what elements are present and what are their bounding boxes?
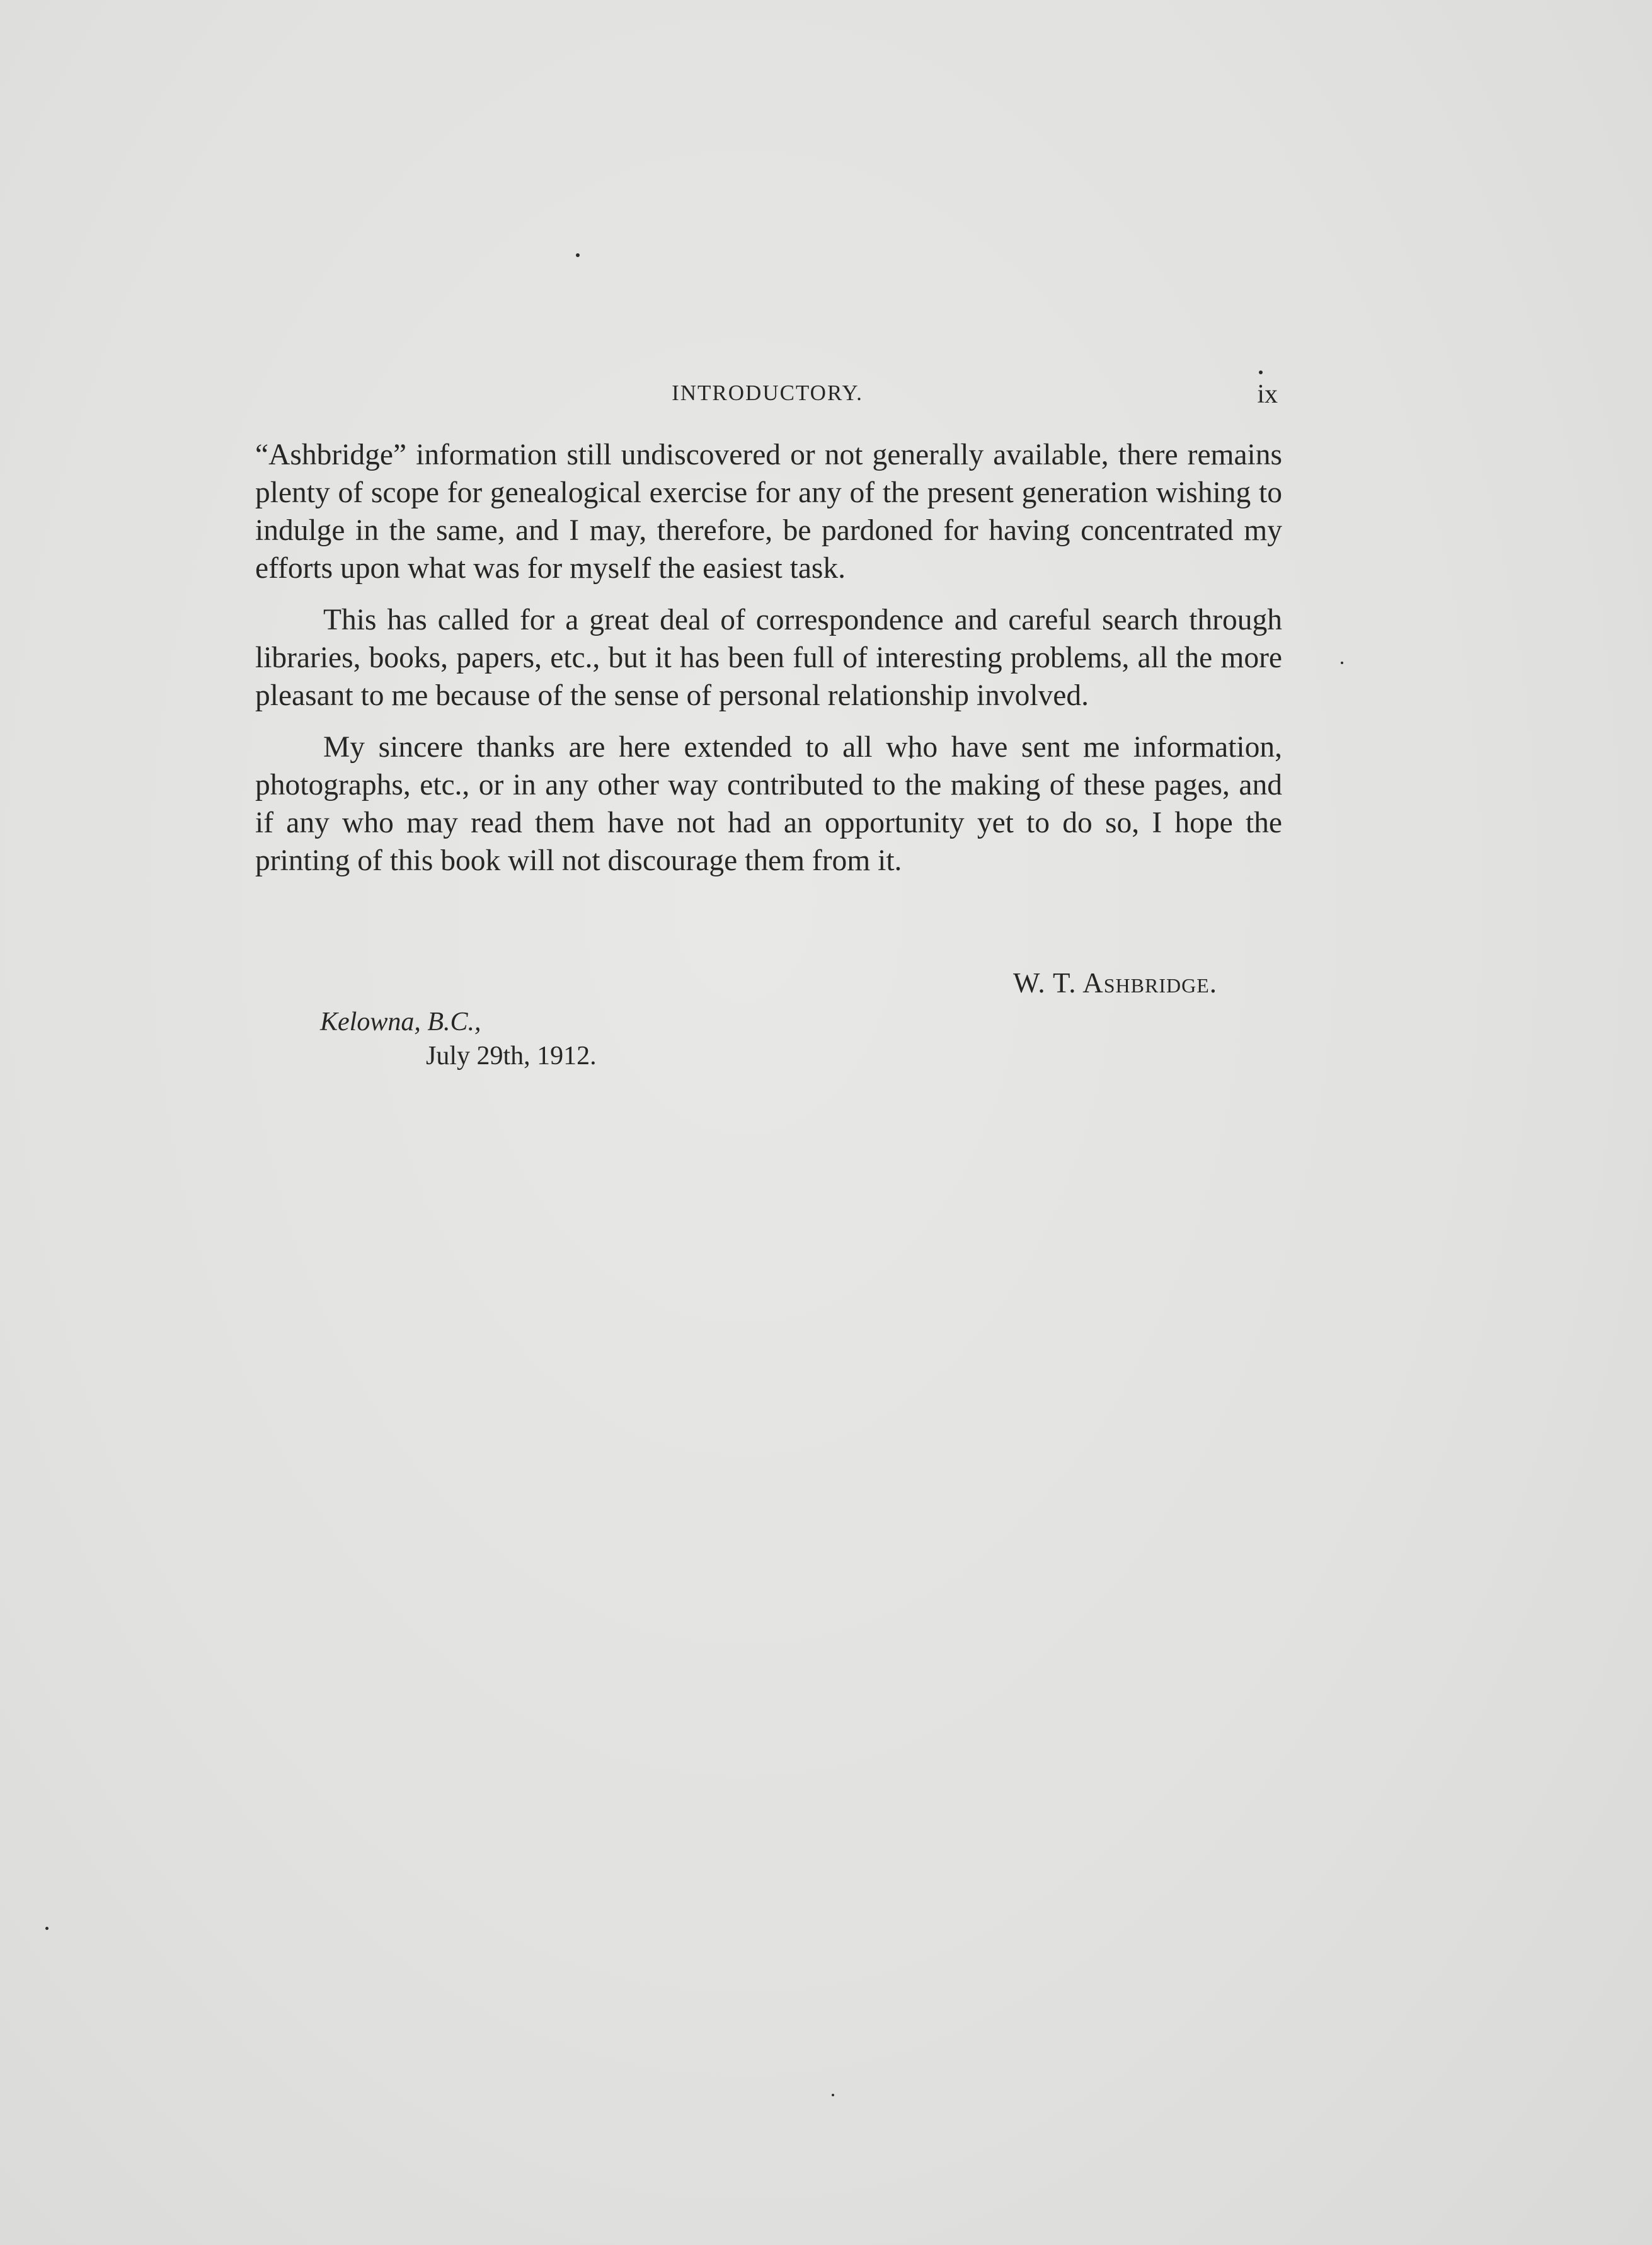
author-signature: W. T. Ashbridge.: [1013, 967, 1217, 999]
ink-speck: [45, 1927, 49, 1930]
place-line: Kelowna, B.C.,: [320, 1008, 481, 1036]
page-number: ix: [1257, 380, 1278, 409]
body-text: [255, 436, 1282, 893]
paragraph: This has called for a great deal of correspondence and careful search through libraries, books, papers, etc., but it has been full of interesting problems, all the more pleasant to me because of the sense of personal relationship involved.: [255, 604, 1282, 712]
ink-speck: [576, 253, 580, 257]
ink-speck: [1341, 662, 1343, 664]
running-title: INTRODUCTORY.: [672, 381, 863, 405]
paragraph: My sincere thanks are here extended to all who have sent me information, photographs, etc., or in any other way contributed to the making of these pages, and if any who may read them have not had an opportunity yet to do so, I hope the printing of this book will not discourage them from it.: [255, 731, 1282, 877]
ink-speck: [1259, 370, 1263, 374]
date-line: July 29th, 1912.: [426, 1042, 597, 1071]
paragraph: “Ashbridge” information still undiscovered or not generally available, there remains plenty of scope for genealogical exercise for any of the present generation wishing to indulge in the same, and I may, therefore, be pardoned for having concentrated my efforts upon what was for myself the easiest task.: [255, 439, 1282, 585]
ink-speck: [832, 2094, 834, 2096]
running-head: [257, 381, 1278, 418]
